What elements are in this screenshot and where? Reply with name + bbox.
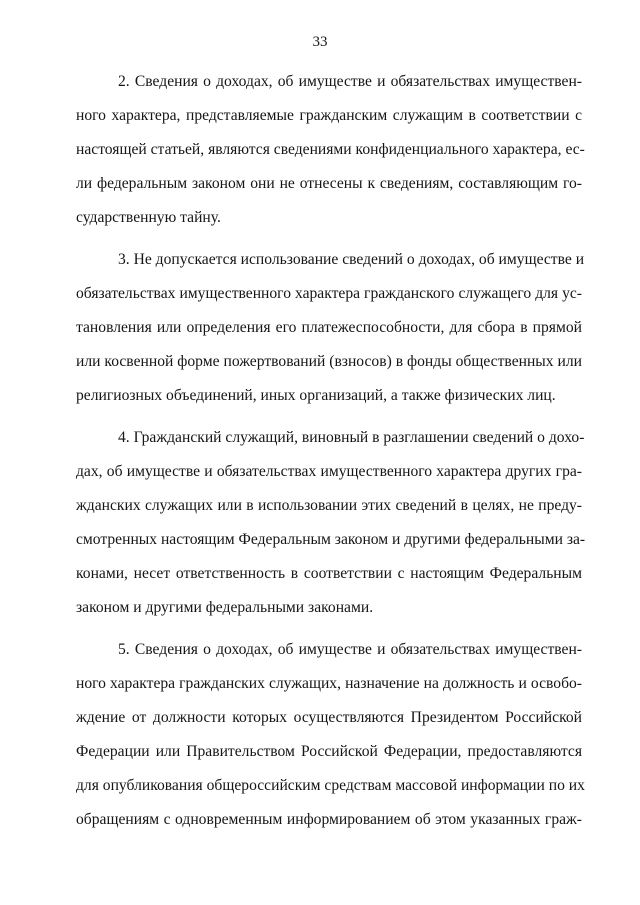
- text-line: ли федеральным законом они не отнесены к сведениям, составляющим го-: [76, 175, 582, 192]
- text-line: обращениям с одновременным информированием об этом указанных граж-: [76, 811, 582, 828]
- text-line: жданских служащих или в использовании этих сведений в целях, не преду-: [76, 497, 582, 514]
- text-line: законом и другими федеральными законами.: [76, 599, 374, 616]
- text-line: 5. Сведения о доходах, об имуществе и обязательствах имуществен-: [118, 641, 582, 658]
- paragraph-5: [76, 633, 585, 837]
- text-line: религиозных объединений, иных организаций, а также физических лиц.: [76, 387, 556, 404]
- text-line: обязательствах имущественного характера гражданского служащего для ус-: [76, 285, 582, 302]
- page-number: 33: [312, 34, 328, 50]
- text-line: для опубликования общероссийским средствам массовой информации по их: [76, 777, 585, 794]
- text-line: настоящей статьей, являются сведениями конфиденциального характера, ес-: [76, 141, 585, 158]
- text-line: дах, об имуществе и обязательствах имущественного характера других гра-: [76, 463, 582, 480]
- text-line: 3. Не допускается использование сведений о доходах, об имуществе и: [118, 251, 585, 268]
- paragraph-3: [76, 243, 585, 413]
- text-line: или косвенной форме пожертвований (взносов) в фонды общественных или: [76, 353, 582, 370]
- text-line: смотренных настоящим Федеральным законом и другими федеральными за-: [76, 531, 586, 548]
- paragraph-4: [76, 421, 586, 625]
- text-line: ного характера, представляемые гражданским служащим в соответствии с: [76, 107, 582, 124]
- text-line: Федерации или Правительством Российской Федерации, предоставляются: [76, 743, 582, 760]
- text-line: ждение от должности которых осуществляются Президентом Российской: [76, 709, 582, 726]
- text-line: ного характера гражданских служащих, назначение на должность и освобо-: [76, 675, 582, 692]
- text-line: тановления или определения его платежеспособности, для сбора в прямой: [76, 319, 582, 336]
- text-line: конами, несет ответственность в соответствии с настоящим Федеральным: [76, 565, 582, 582]
- text-line: сударственную тайну.: [76, 209, 221, 226]
- paragraph-2: [76, 65, 585, 235]
- text-line: 4. Гражданский служащий, виновный в разглашении сведений о дохо-: [118, 429, 585, 446]
- text-line: 2. Сведения о доходах, об имуществе и обязательствах имуществен-: [118, 73, 582, 90]
